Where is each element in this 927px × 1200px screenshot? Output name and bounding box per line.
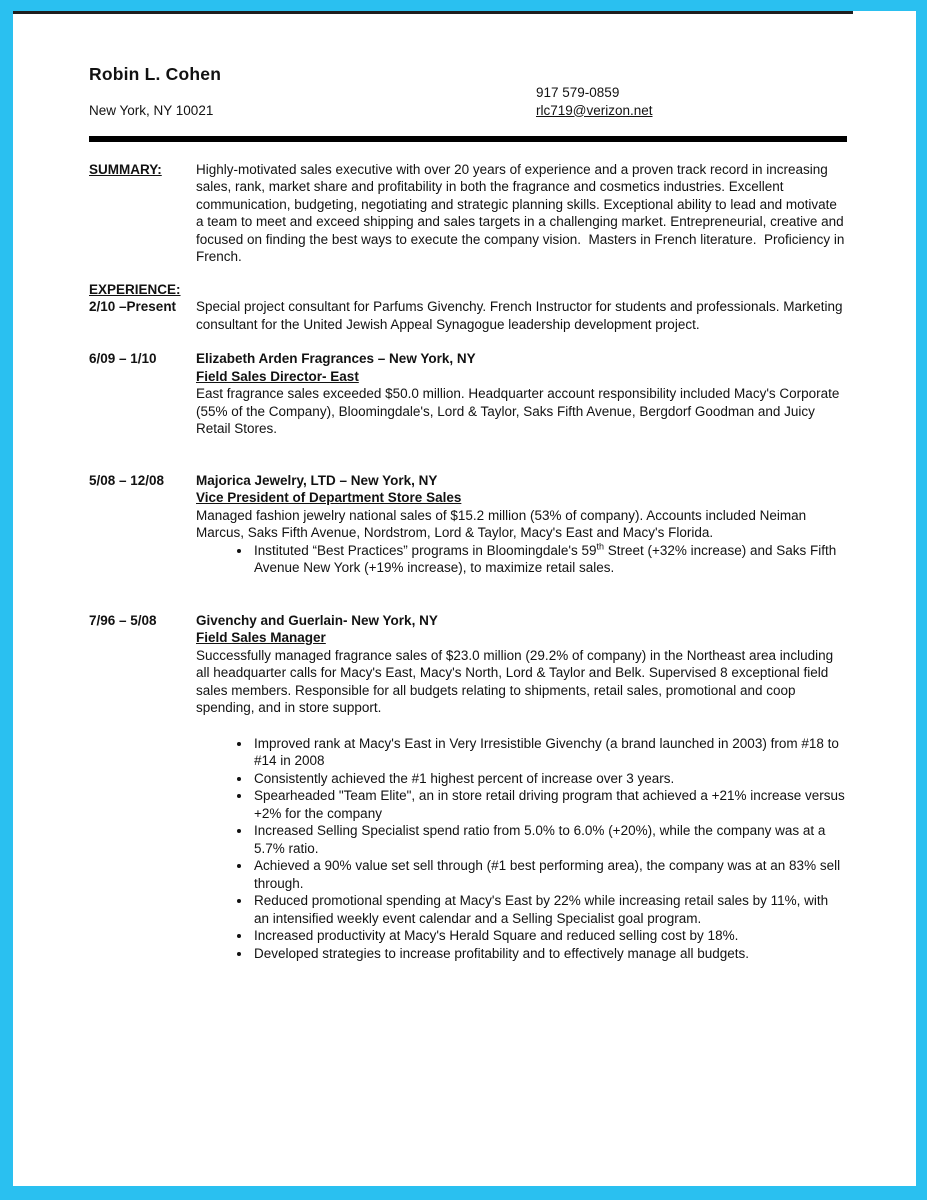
experience-entry — [89, 350, 847, 438]
experience-section-heading — [89, 281, 847, 299]
bullet-item: • Instituted “Best Practices” programs in Bloomingdale's 59th Street (+32% increase) and Saks Fifth Avenue New York (+19% increase), to maximize retail sales. — [252, 542, 846, 577]
email-link[interactable]: rlc719@verizon.net — [536, 102, 653, 118]
job-description: Managed fashion jewelry national sales of $15.2 million (53% of company). Accounts included Neiman Marcus, Saks Fifth Avenue, Nordstrom, Lord & Taylor, Macy's East and Macy's Florida. — [196, 507, 810, 540]
bullet-item: • Improved rank at Macy's East in Very Irresistible Givenchy (a brand launched in 2003) from #18 to #14 in 2008 — [252, 735, 846, 770]
experience-entry — [89, 298, 847, 333]
bullet-item: • Developed strategies to increase profitability and to effectively manage all budgets. — [252, 945, 846, 963]
contact-block — [536, 84, 653, 119]
bullet-item: • Increased productivity at Macy's Herald Square and reduced selling cost by 18%. — [252, 927, 846, 945]
experience-entry — [89, 612, 847, 963]
bullet-item: • Increased Selling Specialist spend ratio from 5.0% to 6.0% (+20%), while the company was at a 5.7% ratio. — [252, 822, 846, 857]
resume-page — [13, 11, 916, 1186]
experience-heading: EXPERIENCE: — [89, 281, 181, 297]
job-company: Elizabeth Arden Fragrances – New York, NY — [196, 351, 476, 366]
job-dates: 2/10 –Present — [89, 299, 177, 314]
summary-section — [89, 161, 847, 266]
job-dates: 6/09 – 1/10 — [89, 351, 157, 366]
header-divider — [89, 136, 847, 142]
bullet-item: • Spearheaded "Team Elite", an in store retail driving program that achieved a +21% increase versus +2% for the company — [252, 787, 846, 822]
summary-heading: SUMMARY: — [89, 161, 162, 177]
bullet-item: • Consistently achieved the #1 highest percent of increase over 3 years. — [252, 770, 846, 788]
job-company: Majorica Jewelry, LTD – New York, NY — [196, 472, 438, 488]
job-company: Givenchy and Guerlain- New York, NY — [196, 612, 438, 628]
page-top-edge — [13, 11, 853, 14]
job-dates: 5/08 – 12/08 — [89, 472, 165, 488]
job-description: Successfully managed fragrance sales of $23.0 million (29.2% of company) in the Northeast area including all headquarter calls for Macy's East, Macy's North, Lord & Taylor and Belk. Supervised 8 exceptional field sales members. Responsible for all budgets relating to shipments, retail sales, promotional and coop spending, and in store support. — [196, 647, 837, 715]
job-bullets — [196, 542, 846, 577]
job-description: Special project consultant for Parfums Givenchy. French Instructor for students and professionals. Marketing consultant for the United Jewish Appeal Synagogue leadership development project. — [196, 299, 847, 332]
resume-content — [13, 11, 916, 962]
job-title: Vice President of Department Store Sales — [196, 490, 462, 505]
job-title: Field Sales Manager — [196, 630, 326, 645]
job-bullets — [196, 735, 846, 963]
experience-entry — [89, 472, 847, 577]
candidate-name: Robin L. Cohen — [89, 64, 222, 84]
resume-header — [89, 64, 847, 120]
job-title: Field Sales Director- East — [196, 368, 359, 384]
phone-number: 917 579-0859 — [536, 85, 620, 100]
job-description: East fragrance sales exceeded $50.0 million. Headquarter account responsibility included Macy's Corporate (55% of the Company), Bloomingdale's, Lord & Taylor, Saks Fifth Avenue, Bergdorf Goodman and Juicy Retail Stores. — [196, 386, 844, 436]
summary-text: Highly-motivated sales executive with over 20 years of experience and a proven track record in increasing sales, rank, market share and profitability in both the fragrance and cosmetics industries. Excellent communication, budgeting, negotiating and strategic planning skills. Exceptional ability to lead and motivate a team to meet and exceed shipping and sales targets in a challenging market. Entrepreneurial, creative and focused on finding the best ways to execute the company vision. Masters in French literature. Proficiency in French. — [196, 161, 849, 264]
bullet-item: • Achieved a 90% value set sell through (#1 best performing area), the company was at an 83% sell through. — [252, 857, 846, 892]
bullet-item: • Reduced promotional spending at Macy's East by 22% while increasing retail sales by 11%, with an intensified weekly event calendar and a Selling Specialist goal program. — [252, 892, 846, 927]
job-dates: 7/96 – 5/08 — [89, 612, 157, 628]
candidate-location: New York, NY 10021 — [89, 103, 214, 118]
